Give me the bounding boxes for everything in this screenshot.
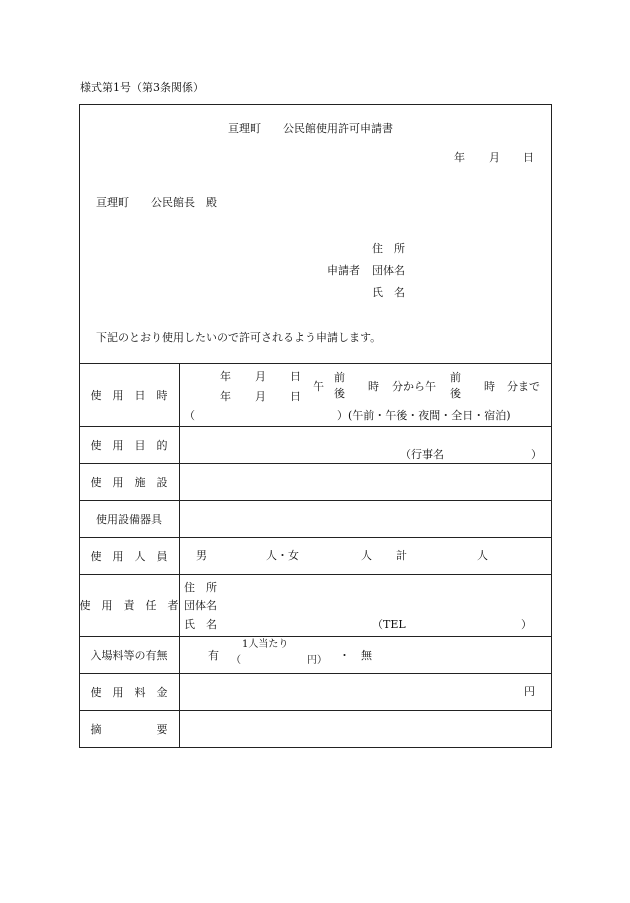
date-year-label: 年	[454, 151, 465, 164]
use-date-am-2: 前	[450, 371, 461, 384]
fee-label-cell	[79, 673, 179, 710]
event-name-label: （行事名	[400, 448, 444, 461]
applicant-role-label: 申請者	[327, 264, 360, 277]
use-date-pm-2: 後	[450, 387, 461, 400]
equipment-label-cell	[79, 500, 179, 537]
attendance-total-label: 計	[396, 549, 407, 562]
remarks-label: 摘 要	[90, 723, 168, 736]
admission-yes: 有	[208, 649, 219, 662]
use-date-pm-1: 後	[334, 387, 345, 400]
facility-label: 使 用 施 設	[90, 475, 168, 489]
use-date-time-options: ）(午前・午後・夜間・全日・宿泊)	[337, 409, 511, 422]
use-date-am-pm-prefix: 午	[313, 380, 324, 393]
purpose-label: 使 用 目 的	[90, 438, 168, 452]
attendance-label-cell	[79, 537, 179, 574]
manager-org-label: 団体名	[184, 599, 217, 612]
attendance-label: 使 用 人 員	[90, 549, 168, 563]
event-name-close: ）	[531, 448, 542, 461]
admission-label: 入場料等の有無	[90, 648, 168, 662]
use-date-until: 分まで	[507, 380, 540, 393]
manager-tel-close: ）	[521, 618, 532, 631]
manager-address-label: 住 所	[184, 581, 217, 594]
addressee: 亘理町 公民館長 殿	[96, 196, 217, 209]
attendance-persons-label: 人	[361, 549, 372, 562]
manager-label: 使 用 責 任 者	[79, 599, 179, 612]
divider	[179, 363, 180, 748]
admission-yen-close: 円）	[307, 655, 327, 666]
use-date-hour-2: 時	[484, 380, 495, 393]
form-number: 様式第1号（第3条関係）	[80, 81, 204, 94]
use-date-am-1: 前	[334, 371, 345, 384]
form-title: 亘理町 公民館使用許可申請書	[228, 122, 393, 135]
use-date-month-1: 月	[255, 370, 266, 383]
equipment-label: 使用設備器具	[96, 512, 162, 526]
facility-label-cell	[79, 463, 179, 500]
admission-no: ・ 無	[339, 649, 372, 662]
admission-paren-open: （	[231, 655, 241, 666]
use-date-paren-open: （	[184, 409, 195, 422]
attendance-female-label: 人・女	[266, 549, 299, 562]
fee-yen: 円	[524, 685, 535, 698]
use-date-month-2: 月	[255, 390, 266, 403]
date-month-label: 月	[489, 151, 500, 164]
use-date-from: 分から午	[392, 380, 436, 393]
use-date-label-cell	[79, 363, 179, 426]
date-day-label: 日	[523, 151, 534, 164]
purpose-label-cell	[79, 426, 179, 463]
admission-label-cell	[79, 636, 179, 673]
attendance-total-persons-label: 人	[477, 549, 488, 562]
applicant-name-label: 氏 名	[372, 286, 405, 299]
applicant-address-label: 住 所	[372, 242, 405, 255]
manager-label-cell	[79, 574, 179, 636]
remarks-label-cell	[79, 710, 179, 748]
use-date-year-1: 年	[220, 370, 231, 383]
applicant-org-label: 団体名	[372, 264, 405, 277]
use-date-day-1: 日	[290, 370, 301, 383]
use-date-day-2: 日	[290, 390, 301, 403]
manager-name-label: 氏 名	[184, 618, 217, 631]
manager-tel-label: （TEL	[372, 618, 406, 631]
fee-label: 使 用 料 金	[90, 685, 168, 699]
admission-per-person: 1人当たり	[242, 639, 289, 650]
use-date-label: 使 用 日 時	[90, 388, 168, 402]
attendance-male-label: 男	[196, 549, 207, 562]
request-statement: 下記のとおり使用したいので許可されるよう申請します。	[96, 331, 382, 344]
use-date-hour-1: 時	[368, 380, 379, 393]
use-date-year-2: 年	[220, 390, 231, 403]
